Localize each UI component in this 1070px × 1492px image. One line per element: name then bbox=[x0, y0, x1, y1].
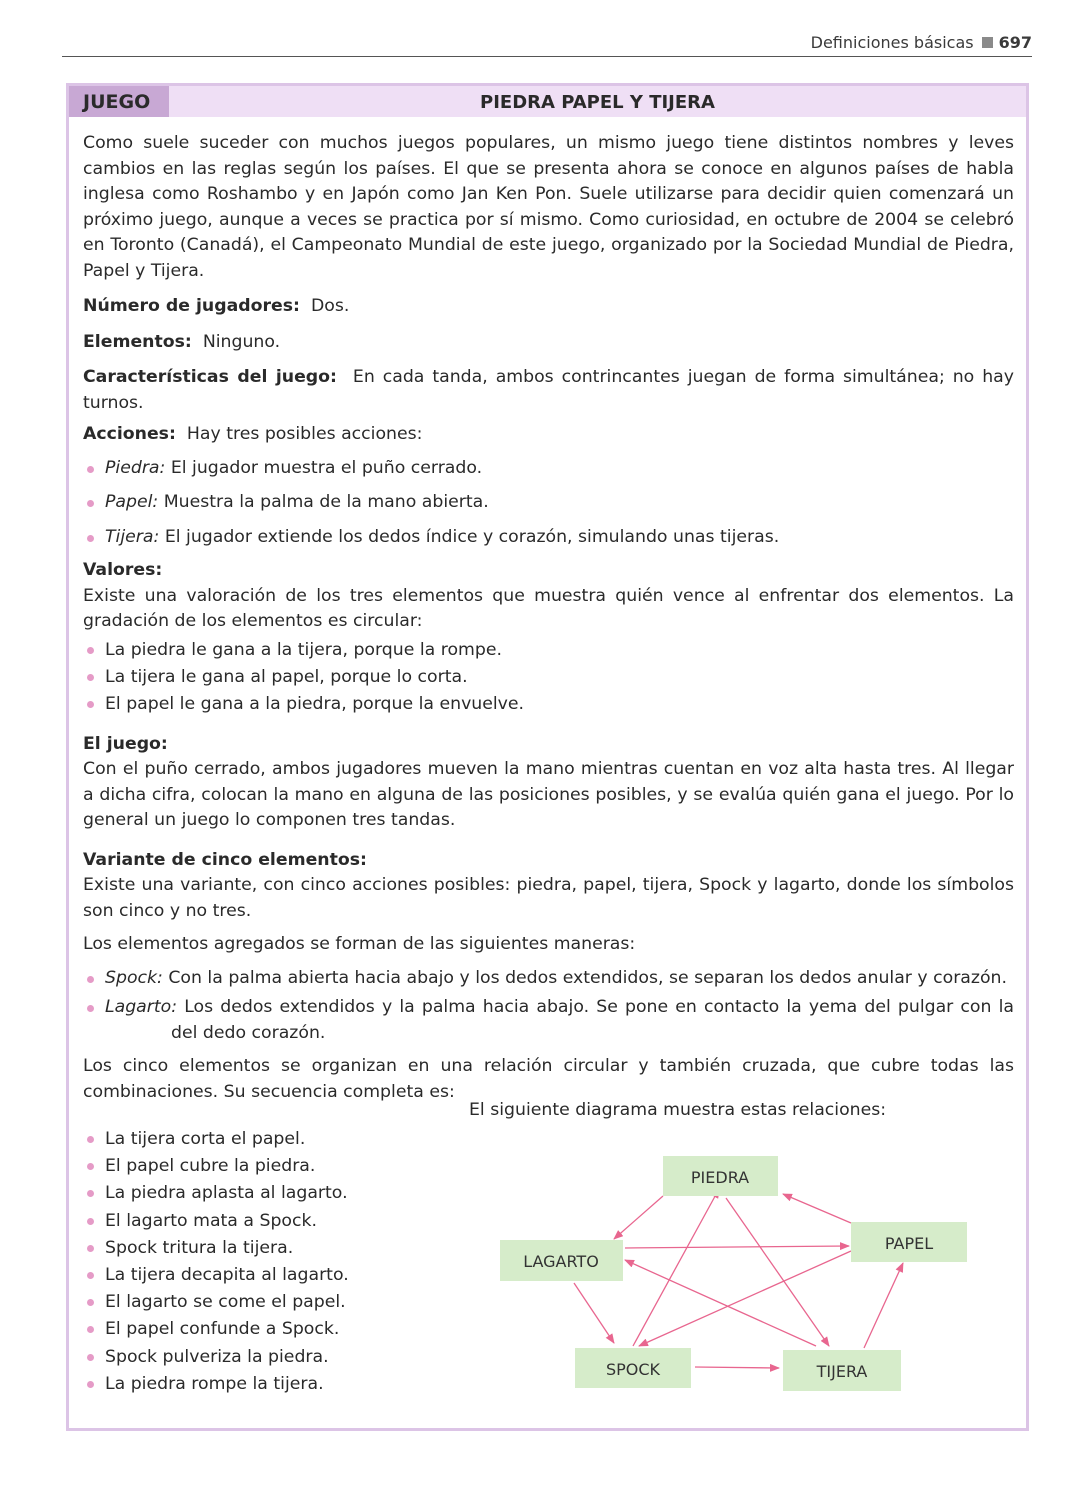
list-item: Tijera: El jugador extiende los dedos índice y corazón, simulando unas tijeras. bbox=[83, 525, 1014, 551]
variant-text-3: Los cinco elementos se organizan en una relación circular y también cruzada, que cubre todas las combinaciones. Su secuencia completa es: bbox=[83, 1056, 1014, 1102]
features-label: Características del juego: bbox=[83, 367, 337, 387]
node-tijera bbox=[783, 1350, 901, 1391]
list-item: Spock tritura la tijera. bbox=[83, 1235, 433, 1262]
list-item: Piedra: El jugador muestra el puño cerrado. bbox=[83, 456, 1014, 482]
actions-value: Hay tres posibles acciones: bbox=[186, 424, 423, 444]
node-lagarto bbox=[500, 1240, 623, 1281]
node-lagarto-label: LAGARTO bbox=[523, 1252, 599, 1271]
elements-label: Elementos: bbox=[83, 331, 192, 352]
arrow-spock-piedra bbox=[633, 1189, 719, 1346]
intro-paragraph: Como suele suceder con muchos juegos populares, un mismo juego tiene distintos nombres y leves cambios en las reglas según los países. El que se presenta ahora se conoce en algunos países de habla inglesa como Roshambo y en Japón como Jan Ken Pon. Suele utilizarse para decidir quien comenzará un próximo juego, aunque a veces se practica por sí mismo. Como curiosidad, en octubre de 2004 se celebró en Toronto (Canadá), el Campeonato Mundial de este juego, organizado por la Sociedad Mundial de Piedra, Papel y Tijera. bbox=[83, 133, 1014, 281]
running-head bbox=[811, 33, 1032, 52]
players-label: Número de jugadores: bbox=[83, 296, 300, 316]
players-value: Dos. bbox=[310, 296, 350, 316]
variant-text-2: Los elementos agregados se forman de las siguientes maneras: bbox=[83, 934, 636, 954]
node-papel-label: PAPEL bbox=[884, 1234, 934, 1253]
relations-diagram bbox=[69, 86, 1026, 1428]
list-item: El papel cubre la piedra. bbox=[83, 1153, 433, 1180]
node-piedra-label: PIEDRA bbox=[690, 1168, 750, 1187]
features-value: En cada tanda, ambos contrincantes juegan de forma simultánea; no hay turnos. bbox=[83, 367, 1014, 413]
arrow-piedra-lagarto bbox=[614, 1196, 663, 1239]
values-label: Valores: bbox=[83, 560, 163, 580]
section-title: Definiciones básicas bbox=[810, 33, 974, 52]
list-item: La tijera corta el papel. bbox=[83, 1126, 433, 1153]
list-item: Spock: Con la palma abierta hacia abajo y los dedos extendidos, se separan los dedos anular y corazón. bbox=[83, 966, 1014, 992]
game-box bbox=[66, 83, 1029, 1431]
page-number: 697 bbox=[998, 33, 1032, 52]
box-tag: JUEGO bbox=[69, 86, 169, 117]
arrow-lagarto-spock bbox=[574, 1283, 614, 1343]
node-spock-label: SPOCK bbox=[605, 1360, 661, 1379]
list-item: La piedra le gana a la tijera, porque la rompe. bbox=[83, 637, 1014, 664]
list-item: La piedra rompe la tijera. bbox=[83, 1371, 433, 1398]
list-item: Papel: Muestra la palma de la mano abierta. bbox=[83, 490, 1014, 516]
list-item: El papel confunde a Spock. bbox=[83, 1316, 433, 1343]
game-label: El juego: bbox=[83, 733, 168, 754]
values-text: Existe una valoración de los tres elementos que muestra quién vence al enfrentar dos elementos. La gradación de los elementos es circular: bbox=[83, 585, 1014, 631]
arrow-tijera-lagarto bbox=[625, 1260, 816, 1346]
arrow-papel-piedra bbox=[783, 1194, 851, 1223]
elements-value: Ninguno. bbox=[202, 331, 281, 352]
arrow-piedra-tijera bbox=[726, 1198, 829, 1346]
node-spock bbox=[575, 1348, 691, 1388]
list-item: El lagarto mata a Spock. bbox=[83, 1208, 433, 1235]
actions-label: Acciones: bbox=[83, 424, 176, 444]
node-tijera-label: TIJERA bbox=[816, 1362, 868, 1381]
header-rule bbox=[62, 56, 1032, 57]
list-item: La piedra aplasta al lagarto. bbox=[83, 1180, 433, 1207]
diagram-caption: El siguiente diagrama muestra estas relaciones: bbox=[469, 1100, 887, 1120]
node-papel bbox=[851, 1222, 967, 1262]
square-icon bbox=[982, 37, 993, 48]
list-item: La tijera decapita al lagarto. bbox=[83, 1262, 433, 1289]
arrow-tijera-papel bbox=[864, 1263, 903, 1348]
list-item: El papel le gana a la piedra, porque la envuelve. bbox=[83, 691, 1014, 718]
list-item: El lagarto se come el papel. bbox=[83, 1289, 433, 1316]
arrow-spock-tijera bbox=[695, 1367, 779, 1368]
arrow-lagarto-papel bbox=[625, 1246, 849, 1248]
list-item: Lagarto: Los dedos extendidos y la palma hacia abajo. Se pone en contacto la yema del pulgar con la del dedo corazón. bbox=[83, 995, 1014, 1046]
box-title: PIEDRA PAPEL Y TIJERA bbox=[480, 92, 715, 113]
game-text: Con el puño cerrado, ambos jugadores mueven la mano mientras cuentan en voz alta hasta tres. Al llegar a dicha cifra, colocan la mano en alguna de las posiciones posibles, y se evalúa quién gana el juego. Por lo general un juego lo componen tres tandas. bbox=[83, 759, 1014, 830]
variant-label: Variante de cinco elementos: bbox=[83, 849, 367, 870]
node-piedra bbox=[663, 1156, 778, 1196]
variant-text: Existe una variante, con cinco acciones posibles: piedra, papel, tijera, Spock y lagarto, donde los símbolos son cinco y no tres. bbox=[83, 875, 1014, 921]
list-item: Spock pulveriza la piedra. bbox=[83, 1344, 433, 1371]
list-item: La tijera le gana al papel, porque lo corta. bbox=[83, 664, 1014, 691]
